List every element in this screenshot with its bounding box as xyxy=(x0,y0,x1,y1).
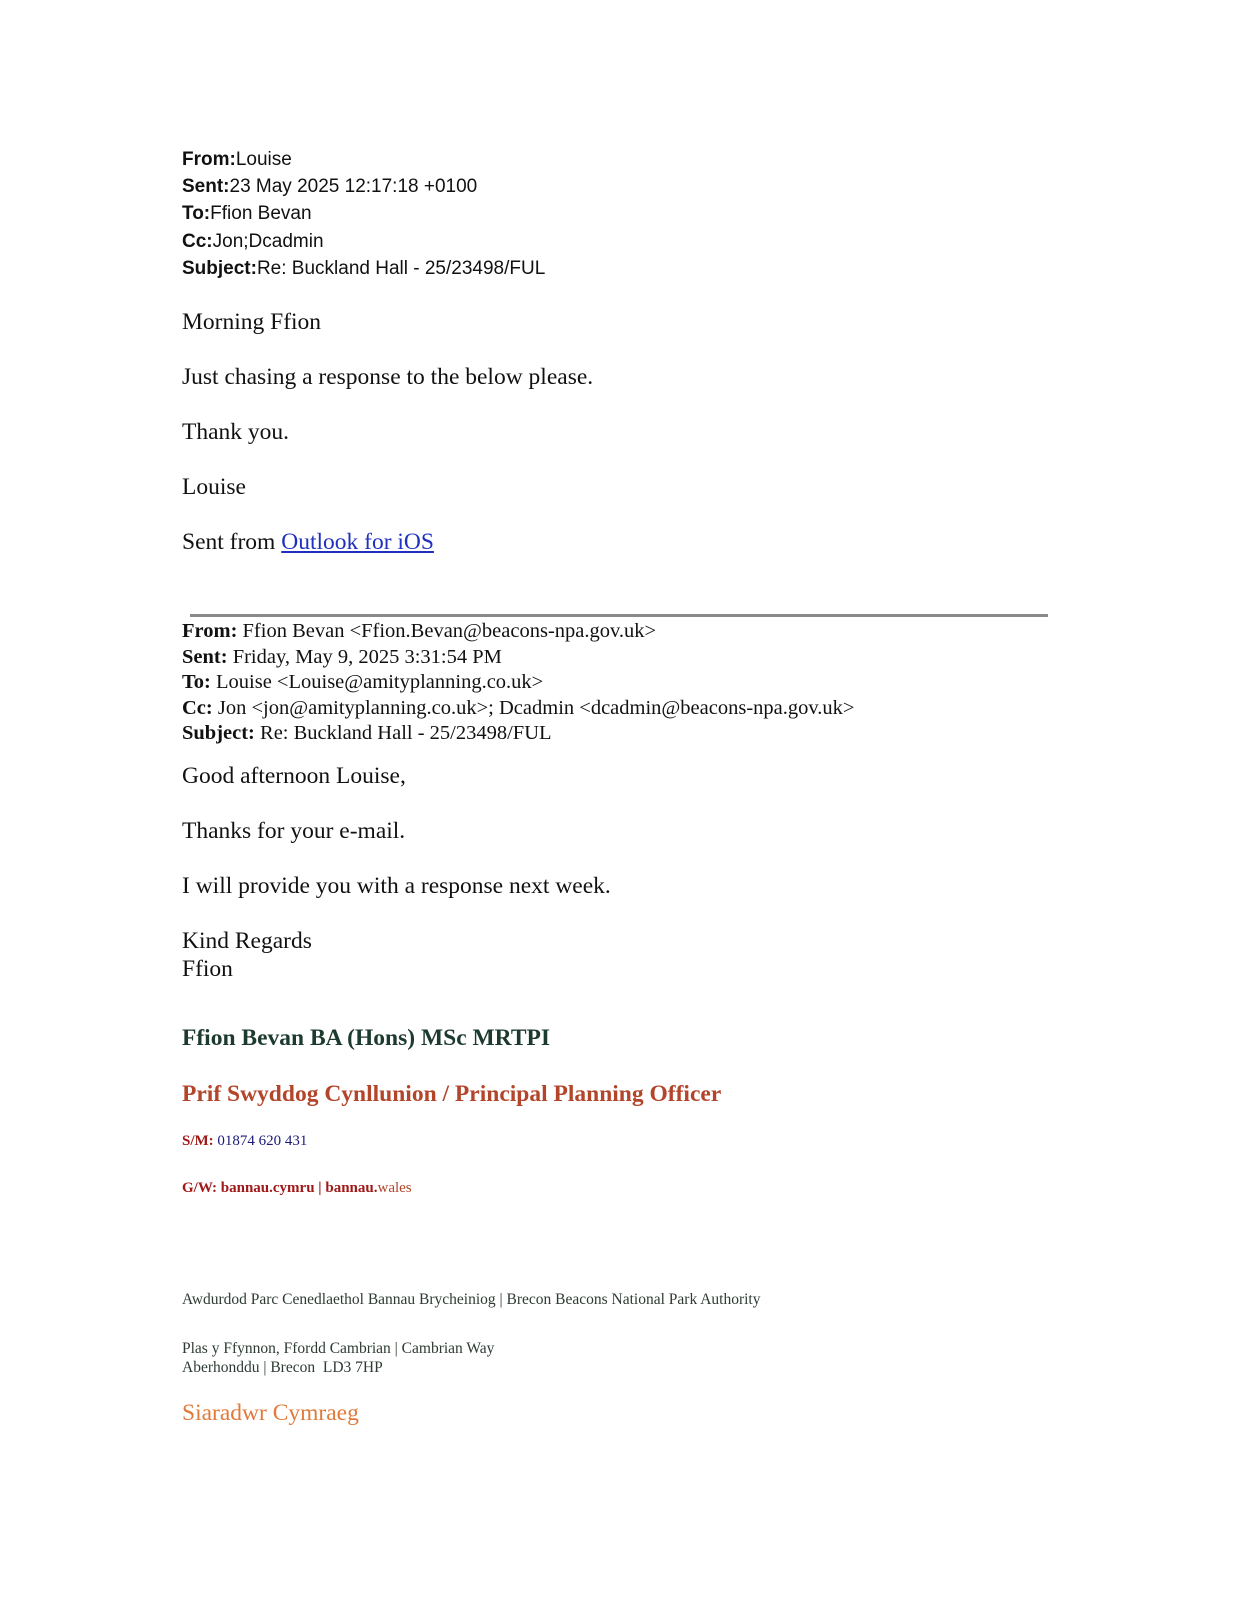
reply-sent-label: Sent: xyxy=(182,176,230,198)
reply-subject-row xyxy=(182,255,545,282)
original-sent-value: Friday, May 9, 2025 3:31:54 PM xyxy=(227,645,502,668)
original-from-value: Ffion Bevan <Ffion.Bevan@beacons-npa.gov.uk> xyxy=(237,620,657,642)
original-cc-row xyxy=(182,696,854,722)
address-line-1: Plas y Ffynnon, Ffordd Cambrian | Cambrian Way xyxy=(182,1340,495,1357)
reply-subject-value: Re: Buckland Hall - 25/23498/FUL xyxy=(256,257,546,279)
original-subject-value: Re: Buckland Hall - 25/23498/FUL xyxy=(254,722,552,745)
original-cc-value: Jon <jon@amityplanning.co.uk>; Dcadmin <dcadmin@beacons-npa.gov.uk> xyxy=(212,696,855,719)
message-separator xyxy=(190,614,1048,617)
reply-thanks: Thank you. xyxy=(182,419,290,445)
reply-to-row xyxy=(182,200,545,227)
original-to-row xyxy=(182,670,854,696)
web-cymru-link[interactable]: bannau.cymru xyxy=(220,1180,315,1196)
original-to-label: To: xyxy=(182,671,211,694)
signature-web xyxy=(182,1180,412,1197)
original-thanks: Thanks for your e-mail. xyxy=(182,818,406,844)
reply-to-label: To: xyxy=(182,203,211,225)
web-bannau-part: bannau. xyxy=(325,1180,378,1196)
reply-header xyxy=(182,146,545,282)
phone-value: 01874 620 431 xyxy=(213,1133,308,1149)
outlook-ios-link[interactable]: Outlook for iOS xyxy=(281,529,434,555)
reply-cc-row xyxy=(182,228,545,255)
reply-body: Just chasing a response to the below please. xyxy=(182,364,594,390)
web-label: G/W: xyxy=(182,1180,221,1196)
original-from-row xyxy=(182,619,854,645)
original-header xyxy=(182,619,854,747)
sent-from-prefix: Sent from xyxy=(182,529,282,555)
reply-subject-label: Subject: xyxy=(182,257,257,279)
signature-title: Prif Swyddog Cynllunion / Principal Planning Officer xyxy=(182,1081,722,1107)
reply-from-label: From: xyxy=(182,149,236,170)
reply-from-value: Louise xyxy=(235,149,292,170)
reply-signoff: Louise xyxy=(182,474,246,500)
original-from-label: From: xyxy=(182,620,238,642)
original-sent-label: Sent: xyxy=(182,645,228,668)
original-to-value: Louise <Louise@amityplanning.co.uk> xyxy=(210,671,544,694)
reply-sent-value: 23 May 2025 12:17:18 +0100 xyxy=(229,176,478,198)
address-line-2: Aberhonddu | Brecon LD3 7HP xyxy=(182,1358,383,1376)
reply-from-row xyxy=(182,146,545,173)
signature-name: Ffion Bevan BA (Hons) MSc MRTPI xyxy=(182,1025,551,1051)
reply-sent-row xyxy=(182,173,545,200)
original-body: I will provide you with a response next week. xyxy=(182,873,611,899)
original-signoff: Ffion xyxy=(182,956,233,982)
phone-label: S/M: xyxy=(182,1133,214,1149)
original-cc-label: Cc: xyxy=(182,696,213,719)
welsh-speaker-label: Siaradwr Cymraeg xyxy=(182,1400,359,1426)
reply-to-value: Ffion Bevan xyxy=(210,203,312,225)
signature-phone xyxy=(182,1133,307,1150)
original-subject-row xyxy=(182,721,854,747)
original-greeting: Good afternoon Louise, xyxy=(182,763,406,789)
web-separator: | xyxy=(314,1180,326,1196)
original-sent-row xyxy=(182,645,854,671)
sent-from-line xyxy=(182,528,434,556)
organisation-address xyxy=(182,1340,494,1377)
reply-greeting: Morning Ffion xyxy=(182,309,322,335)
original-subject-label: Subject: xyxy=(182,722,255,745)
reply-cc-label: Cc: xyxy=(182,230,213,252)
web-wales-link[interactable] xyxy=(325,1180,411,1196)
web-wales-part: wales xyxy=(377,1180,412,1196)
organisation-name: Awdurdod Parc Cenedlaethol Bannau Brycheiniog | Brecon Beacons National Park Authority xyxy=(182,1291,761,1308)
reply-cc-value: Jon;Dcadmin xyxy=(212,230,324,252)
original-regards: Kind Regards xyxy=(182,928,312,954)
